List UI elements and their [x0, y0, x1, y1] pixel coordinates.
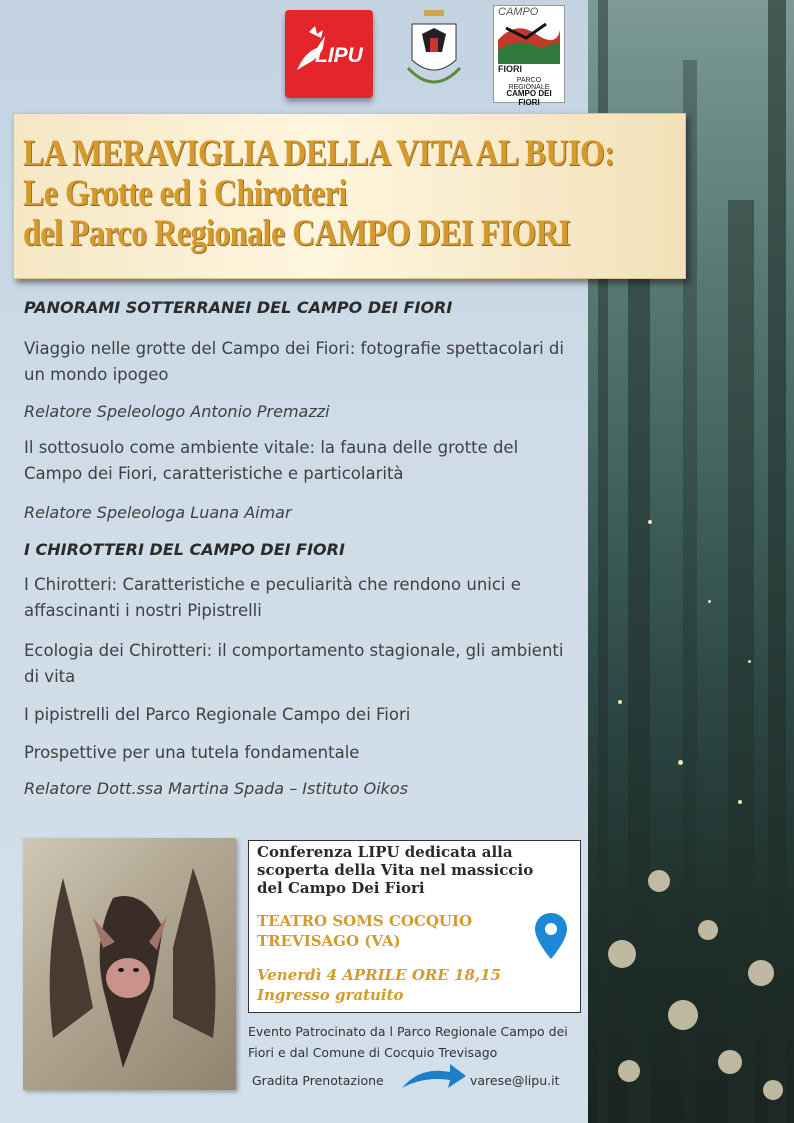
- park-logo-mid: FIORI: [498, 64, 522, 74]
- section1-talk1: Viaggio nelle grotte del Campo dei Fiori: fotografie spettacolari di un mondo ipogeo: [24, 339, 564, 384]
- section1-heading: PANORAMI SOTTERRANEI DEL CAMPO DEI FIORI: [24, 298, 453, 317]
- section2-talk3: I pipistrelli del Parco Regionale Campo dei Fiori: [24, 705, 411, 724]
- park-logo-top: CAMPO: [498, 6, 539, 18]
- park-logo: [493, 5, 565, 107]
- park-logo-line: PARCO REGIONALE: [508, 77, 550, 91]
- section2-talk2: Ecologia dei Chirotteri: il comportamento stagionale, gli ambienti di vita: [24, 641, 564, 686]
- event-info-box: [248, 840, 581, 1013]
- park-logo-bottom: CAMPO DEI FIORI: [506, 89, 552, 107]
- title-line-1: LA MERAVIGLIA DELLA VITA AL BUIO:: [23, 133, 615, 174]
- bat-photo: [23, 838, 236, 1090]
- section2-heading: I CHIROTTERI DEL CAMPO DEI FIORI: [24, 540, 345, 559]
- lipu-logo: [285, 10, 373, 98]
- title-line-3: del Parco Regionale CAMPO DEI FIORI: [23, 213, 571, 254]
- arrow-right-icon: [400, 1062, 468, 1094]
- bat-icon: [23, 838, 236, 1090]
- lipu-logo-text: LIPU: [315, 44, 363, 67]
- section1-speaker1: Relatore Speleologo Antonio Premazzi: [24, 402, 330, 421]
- section2-talk1: I Chirotteri: Caratteristiche e peculiarità che rendono unici e affascinanti i nostri Pipistrelli: [24, 575, 521, 620]
- event-date: Venerdì 4 APRILE ORE 18,15: [257, 966, 501, 984]
- section2-speaker: Relatore Dott.ssa Martina Spada – Istituto Oikos: [24, 779, 409, 798]
- park-logo-art: [496, 20, 562, 64]
- section2-talk4: Prospettive per una tutela fondamentale: [24, 743, 360, 762]
- title-banner: [13, 113, 686, 279]
- section1-talk2: Il sottosuolo come ambiente vitale: la fauna delle grotte del Campo dei Fiori, caratteristiche e particolarità: [24, 438, 519, 483]
- section1-speaker2: Relatore Speleologa Luana Aimar: [24, 503, 292, 522]
- event-venue: TEATRO SOMS COCQUIO TREVISAGO (VA): [257, 912, 473, 950]
- email-link[interactable]: varese@lipu.it: [470, 1073, 560, 1088]
- event-intro: Conferenza LIPU dedicata alla scoperta della Vita nel massiccio del Campo Dei Fiori: [257, 843, 534, 897]
- booking-label: Gradita Prenotazione: [252, 1073, 384, 1088]
- title-line-2: Le Grotte ed i Chirotteri: [23, 173, 347, 214]
- municipality-crest: [404, 8, 464, 96]
- patronage-note: Evento Patrocinato da l Parco Regionale Campo dei Fiori e dal Comune di Cocquio Trevisago: [248, 1024, 568, 1060]
- location-pin-icon: [533, 911, 569, 963]
- event-entry: Ingresso gratuito: [257, 986, 404, 1004]
